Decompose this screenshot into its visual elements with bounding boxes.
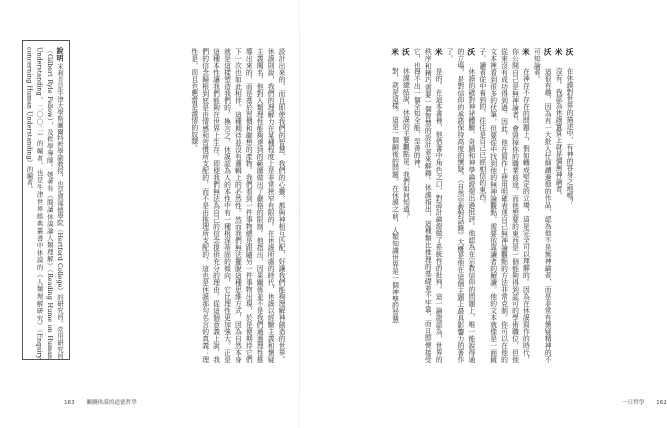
speaker-label: 沃 [466,48,476,56]
dialogue-text: 在神存不存在的問題上，假如轉成堅定的立場，這是完全可以理解的。因為在休謨寫作的時代，你公開自己是無神論者，會毀掉你的職業前途，而他想要的東西是一個能夠得到認可的學術職位，但他從來沒有成功得到過。因此，他在寫作上使用明確表達自己無神論觀點的方法非常克制。你可以在他的文本裡看到很多的伏筆，但要從中找到他的無神論觀點，需要依靠讀者的解讀。他的文本就像是一面鏡子，讀者從中看到的，往往是自己已經相信的東西。 [477,48,530,363]
author-note-box [22,40,70,360]
dialogue-text: 這很有趣，因為有一大批人仔細讀過他的作品，認為他不是無神論者，而是非常有懷疑精神的不可知論者。 [532,48,552,363]
dialogue-paragraph [530,48,552,363]
dialogue-text: 休謨總結說，休謨的主要觀點是：我們如何知道？ [401,67,410,220]
speaker-label: 米 [390,48,400,56]
dialogue-paragraph [563,48,574,363]
dialogue-paragraph [476,48,531,363]
dialogue-paragraph [400,48,411,363]
left-body-paragraph: 設計出來的，而且即使我們的智慧、我們的心靈、都與神相互匹配，好讓我們能夠理解神創造的世界。休謨則說，我們的理解力在某種程度上是非常狹窄有限的。在休謨所處的時代，休謨以經驗主義和懷疑主義聞名，他對人類理性能夠達到的範圍做出了嚴格的限制。他指出，因果關係並不是我們通過理性推導出來的，而是基於習慣和聯想的產物。我們看到一件事物總是跟隨另一件事物出現，於是便期待它們下一次也如此相伴。這種期待並沒有邏輯上的必然性。然而我們無法擺脫這種思維方式，因為自然本身就是這樣塑造我們的。換言之，休謨認為人的本性中有一種根深蒂固的傾向，它比理性更加強大。正是這種本性讓我們能夠在世界上生存，即便我們無法為自己的信念提供充分的理由。從這個意義上說，我們的信念歸根到底是由情感和習慣所支配的，而不是由推理所支配的。這也是休謨那句名言的真義：理性是，而且也應當是激情的奴隸。 [189,48,285,363]
speaker-label: 米 [554,48,564,56]
right-page-number: 162 [656,400,667,406]
right-body-text [326,48,574,363]
dialogue-text: 對，就是這樣。這是一個嗣後的問題，在休謨之前，人類知識世界是一個神聖的智慧 [390,67,399,323]
left-page [0,0,300,428]
dialogue-text: 沒有。我認為休謨實質上就是個無神論者。 [554,67,563,199]
dialogue-paragraph [389,48,400,363]
speaker-label: 沃 [401,48,411,56]
speaker-label: 沃 [565,48,574,56]
dialogue-text: 在休謨對世界的描述中，有神的容身之地嗎？ [565,67,573,206]
author-note-text [27,41,65,359]
left-body-text [64,48,286,363]
speaker-label: 沃 [543,48,553,56]
dialogue-paragraph [410,48,443,363]
left-page-footer [64,398,137,406]
left-chapter-title: 關聯休謨的道德哲學 [86,400,137,406]
speaker-label: 米 [434,48,444,56]
speaker-label: 米 [521,48,531,56]
right-page-footer [622,398,667,406]
author-note-body: 米利肯是牛津大學斯圖爾特哲學副教授，也是賀福德學院（Hertford College）的研究員。常用研究員（Gilbert Ryle Fellow），及哲學導師。她著有《閱讀休謨論人類理解》（Reading Hume on Human Understanding，二〇〇二）的編者，也是牛津世界經典叢書中休謨的《人類理解研究》（Enquiry concerning Human Understanding）的編者。 [25,47,64,359]
dialogue-paragraph [552,48,563,363]
left-page-number: 163 [64,400,75,406]
right-page [300,0,667,428]
right-chapter-title: 一日哲學 [622,400,645,406]
dialogue-text: 是的。在這本書裡，他借書中角色之口，對設計論證做了系統性的批判。這一論證認為，世界的秩序和精巧需要一個智慧的設計者來解釋。休謨指出，這種類比推理的基礎並不牢靠，而且即便接受它，也得不出一個全知全能、至善的神。 [412,48,443,363]
dialogue-text: 休謨的確對神祕體驗、奇蹟和神學論證提出過批評。他認為在宗教信仰的問題上，唯一能說得通的立場，是對信仰的承諾保持高度的懷疑。《自然宗教對話錄》大概是他在這個主題上最具影響力的著作了。 [445,48,475,363]
author-note-label: 說明 [56,47,64,62]
dialogue-paragraph [443,48,476,363]
